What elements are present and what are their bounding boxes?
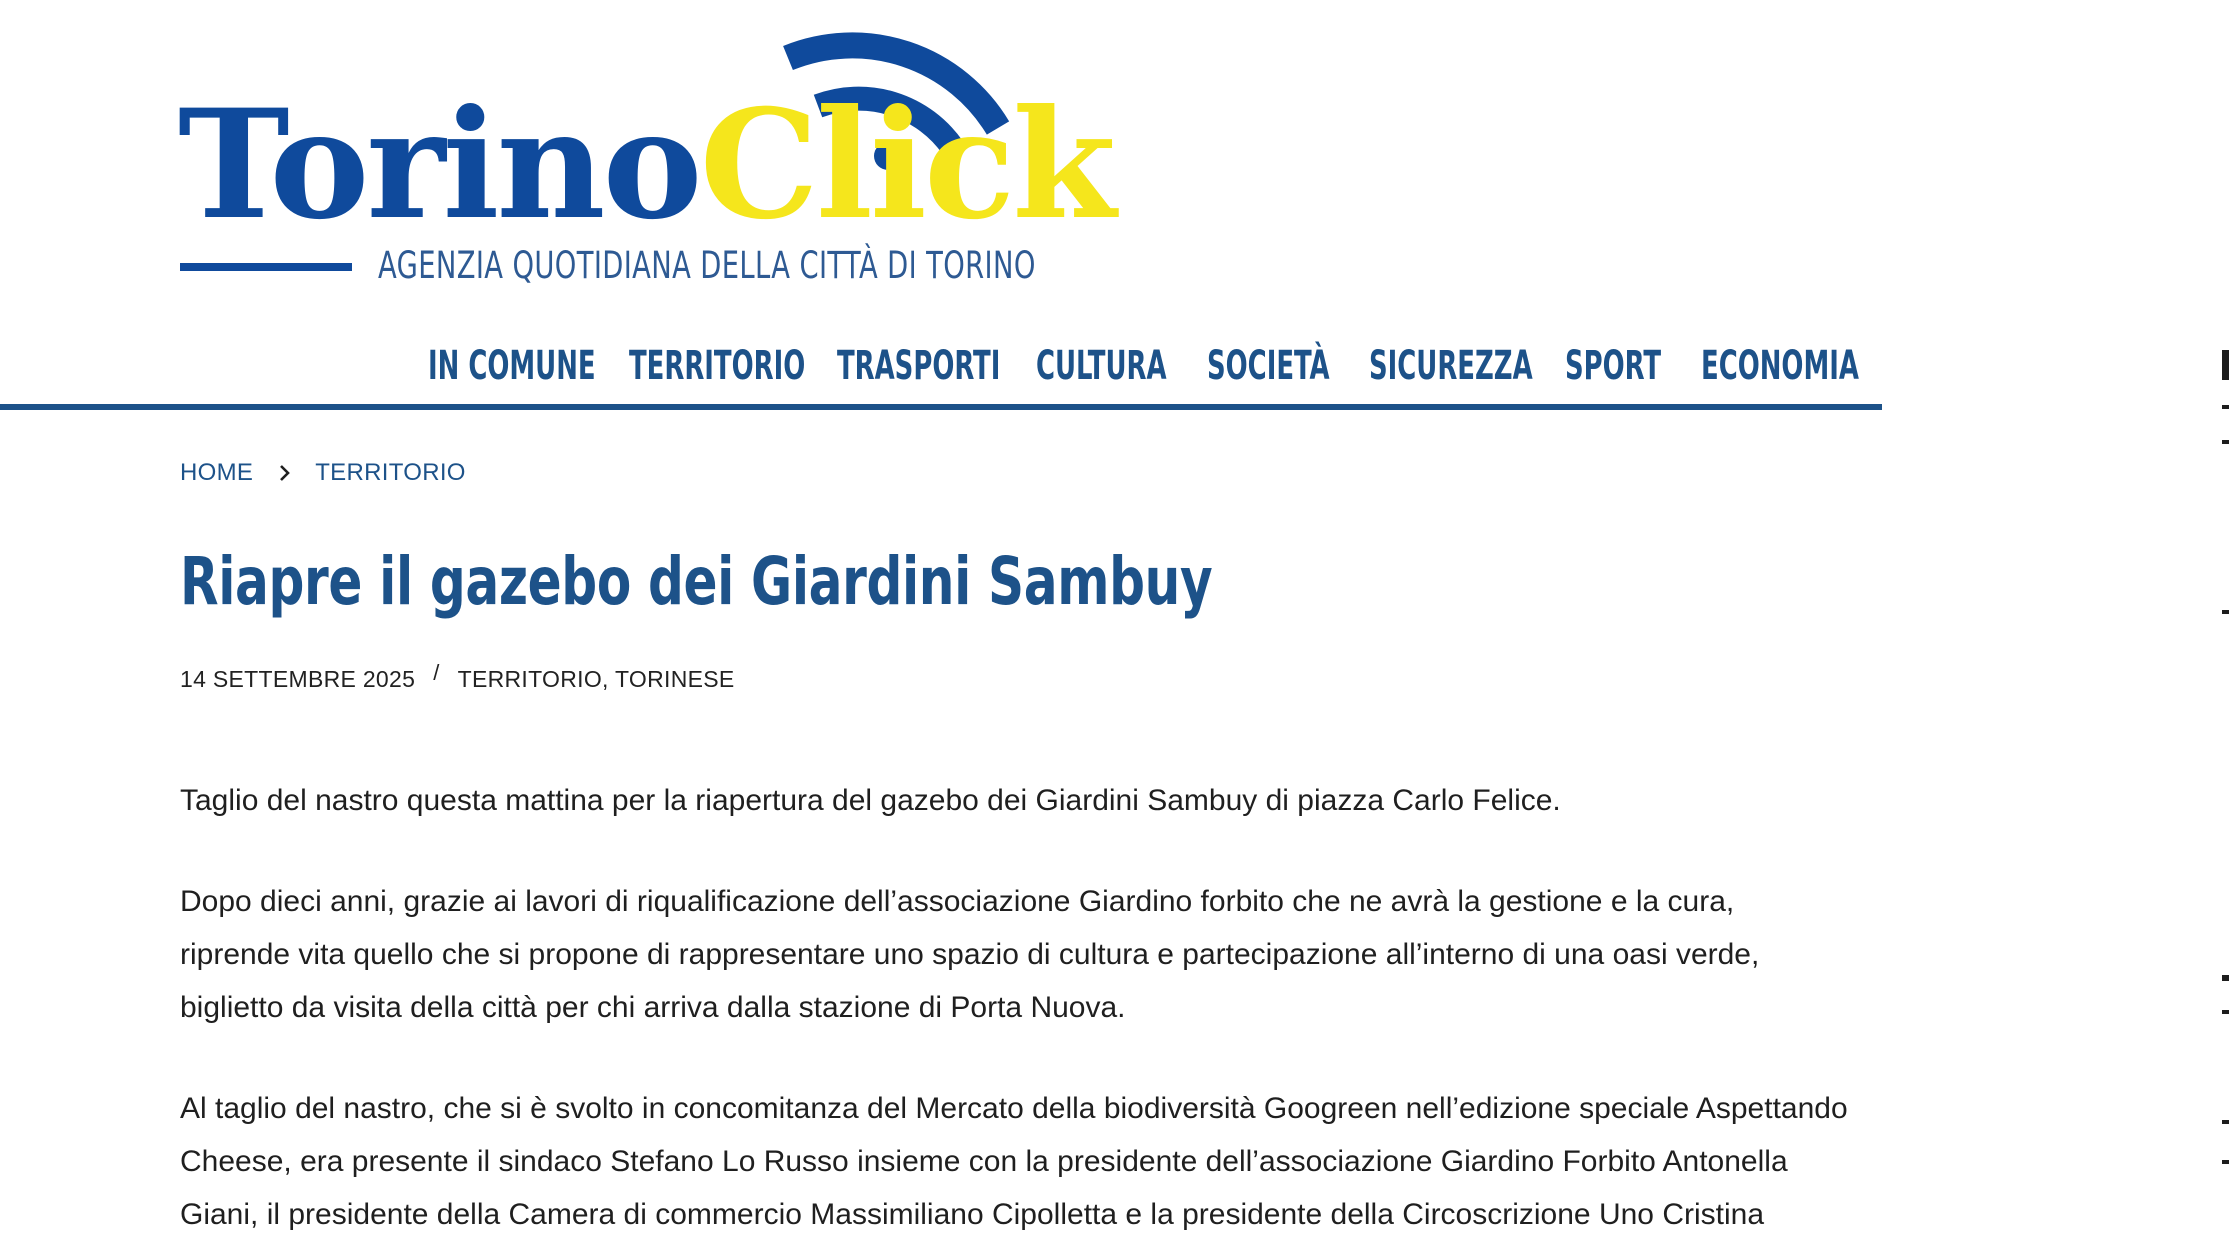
nav-item-sport[interactable] [1565, 330, 1662, 402]
paragraph-line: Taglio del nastro questa mattina per la riapertura del gazebo dei Giardini Sambuy di piazza Carlo Felice. [180, 784, 1561, 817]
nav-item-trasporti[interactable] [837, 330, 1001, 402]
article-title: Riapre il gazebo dei Giardini Sambuy [180, 543, 1213, 620]
nav-item-economia[interactable] [1701, 330, 1859, 402]
logo-word-torino: Torino [178, 77, 700, 253]
nav-menu [428, 330, 1859, 402]
logo-wordmark [178, 77, 1114, 253]
nav-item-cultura[interactable] [1036, 330, 1167, 402]
nav-item-label: ECONOMIA [1701, 343, 1859, 389]
paragraph-line: Dopo dieci anni, grazie ai lavori di riqualificazione dell’associazione Giardino forbito che ne avrà la gestione e la cura, [180, 885, 1735, 918]
paragraph-line: Cheese, era presente il sindaco Stefano Lo Russo insieme con la presidente dell’associazione Giardino Forbito Antonella [180, 1145, 1788, 1178]
paragraph-line: riprende vita quello che si propone di rappresentare uno spazio di cultura e partecipazione all’interno di una oasi verde, [180, 938, 1760, 971]
article-paragraph [180, 774, 1980, 827]
breadcrumb [180, 456, 466, 490]
breadcrumb-territorio-link[interactable]: TERRITORIO [315, 459, 466, 486]
nav-item-territorio[interactable] [629, 330, 806, 402]
article-date: 14 SETTEMBRE 2025 [180, 665, 416, 692]
logo-underline [180, 263, 352, 271]
sidebar-edge-fragment [2222, 350, 2229, 380]
article-paragraph [180, 875, 1980, 1034]
article-body [180, 774, 1980, 1254]
sidebar-edge-fragment [2222, 610, 2229, 614]
chevron-right-icon [273, 461, 297, 485]
logo-word-click: Click [699, 77, 1114, 253]
sidebar-edge-fragment [2222, 975, 2229, 981]
main-navigation [0, 330, 1882, 410]
sidebar-edge-fragment [2222, 405, 2229, 409]
nav-item-in-comune[interactable] [428, 330, 596, 402]
nav-item-label: SOCIETÀ [1207, 343, 1330, 389]
article-paragraph [180, 1082, 1980, 1241]
nav-item-sicurezza[interactable] [1369, 330, 1533, 402]
sidebar-edge-fragment [2222, 440, 2229, 444]
logo-tagline: AGENZIA QUOTIDIANA DELLA CITTÀ DI TORINO [378, 244, 1036, 287]
nav-item-label: TERRITORIO [629, 343, 806, 389]
paragraph-line: Giani, il presidente della Camera di commercio Massimiliano Cipolletta e la presidente della Circoscrizione Uno Cristina [180, 1198, 1765, 1231]
nav-item-label: CULTURA [1036, 343, 1167, 389]
nav-item-label: IN COMUNE [428, 343, 596, 389]
sidebar-edge-fragment [2222, 1120, 2229, 1124]
article-categories[interactable]: TERRITORIO, TORINESE [457, 665, 735, 692]
sidebar-edge-fragment [2222, 1010, 2229, 1014]
site-logo[interactable] [178, 18, 1114, 290]
paragraph-line: Al taglio del nastro, che si è svolto in concomitanza del Mercato della biodiversità Googreen nell’edizione speciale Aspettando [180, 1092, 1848, 1125]
nav-item-label: SICUREZZA [1369, 343, 1533, 389]
nav-item-label: TRASPORTI [837, 343, 1001, 389]
paragraph-line: biglietto da visita della città per chi arriva dalla stazione di Porta Nuova. [180, 991, 1126, 1024]
meta-separator: / [433, 660, 440, 685]
nav-item-societa[interactable] [1207, 330, 1330, 402]
article-meta [180, 662, 735, 696]
nav-item-label: SPORT [1565, 343, 1662, 389]
breadcrumb-home-link[interactable]: HOME [180, 459, 254, 486]
sidebar-edge-fragment [2222, 1160, 2229, 1164]
